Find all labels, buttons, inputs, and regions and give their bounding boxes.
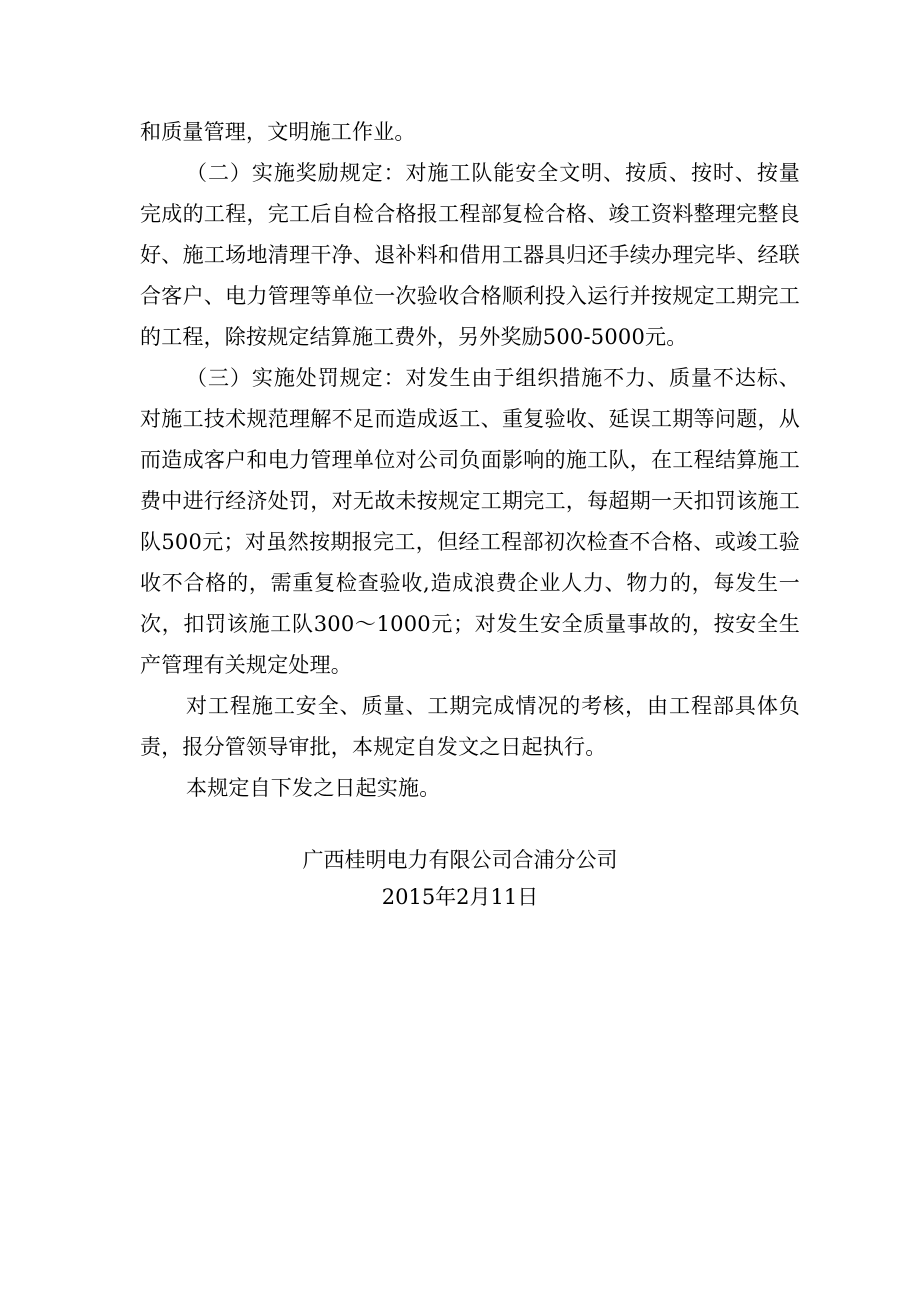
signature-block xyxy=(0,842,920,916)
signature-date: 2015年2月11日 xyxy=(381,885,539,909)
paragraph-penalty-rules: （三）实施处罚规定：对发生由于组织措施不力、质量不达标、对施工技术规范理解不足而造成返工、重复验收、延误工期等问题，从而造成客户和电力管理单位对公司负面影响的施工队，在工程结算施工费中进行经济处罚，对无故未按规定工期完工，每超期一天扣罚该施工队500元；对虽然按期报完工，但经工程部初次检查不合格、或竣工验收不合格的，需重复检查验收,造成浪费企业人力、物力的，每发生一次，扣罚该施工队300～1000元；对发生安全质量事故的，按安全生产管理有关规定处理。 xyxy=(140,366,800,677)
paragraph-assessment: 对工程施工安全、质量、工期完成情况的考核，由工程部具体负责，报分管领导审批，本规定自发文之日起执行。 xyxy=(140,694,800,759)
paragraph-continuation: 和质量管理，文明施工作业。 xyxy=(140,120,416,144)
document-body xyxy=(140,112,800,809)
signature-organization: 广西桂明电力有限公司合浦分公司 xyxy=(302,848,618,872)
paragraph-effective-date: 本规定自下发之日起实施。 xyxy=(186,776,441,800)
paragraph-reward-rules: （二）实施奖励规定：对施工队能安全文明、按质、按时、按量完成的工程，完工后自检合格报工程部复检合格、竣工资料整理完整良好、施工场地清理干净、退补料和借用工器具归还手续办理完毕、经联合客户、电力管理等单位一次验收合格顺利投入运行并按规定工期完工的工程，除按规定结算施工费外，另外奖励500-5000元。 xyxy=(140,161,800,349)
